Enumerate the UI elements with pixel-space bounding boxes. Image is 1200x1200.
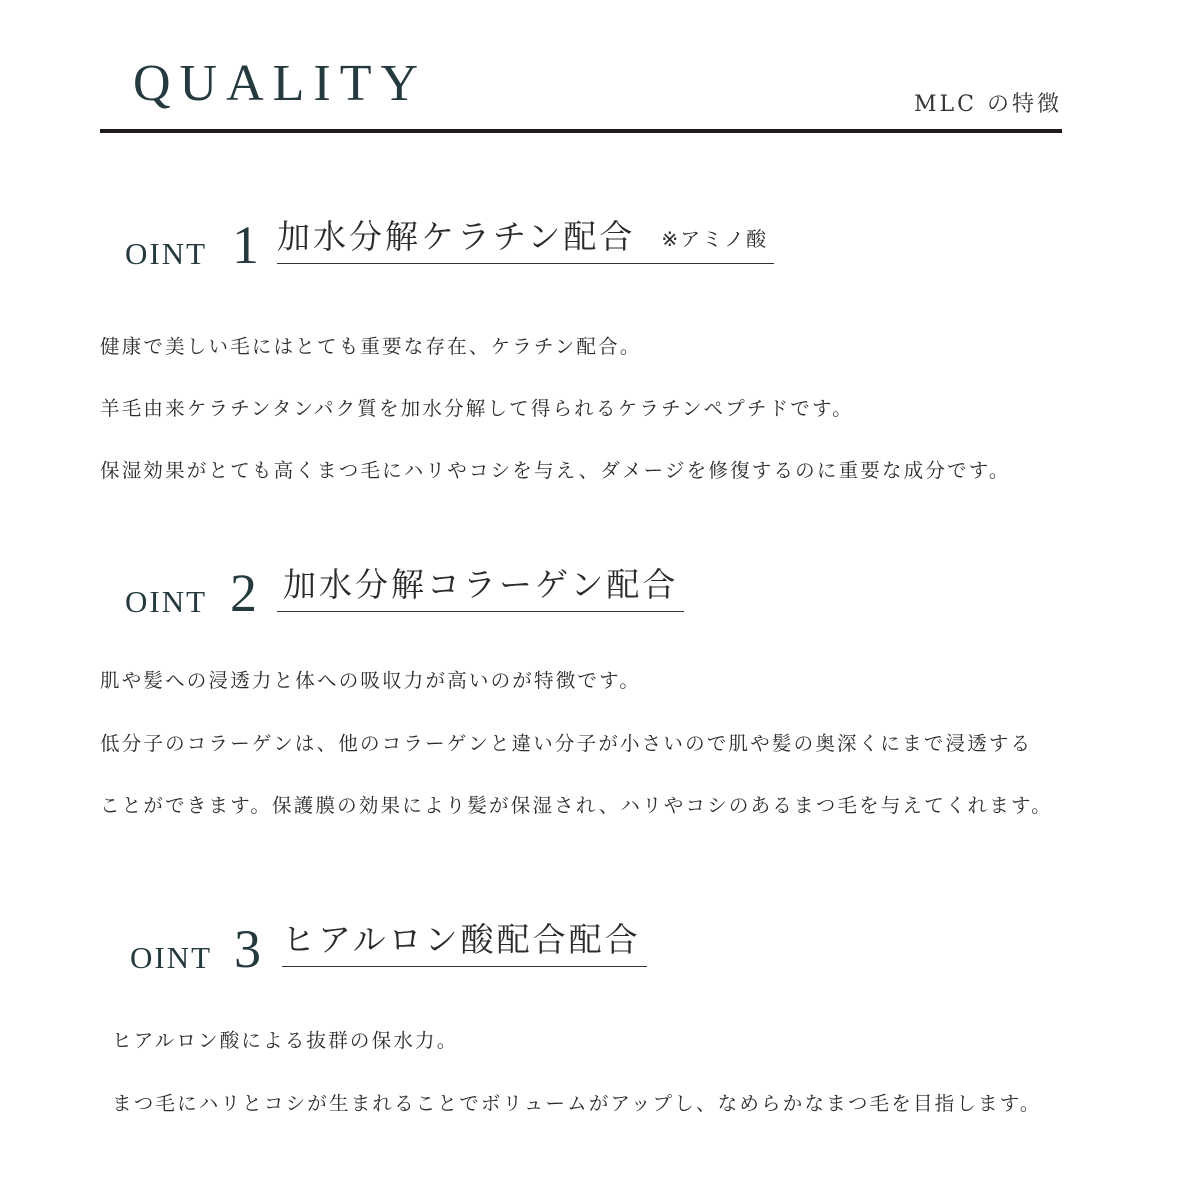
- paragraph-line: 羊毛由来ケラチンタンパク質を加水分解して得られるケラチンペプチドです。: [100, 397, 854, 420]
- header-divider: [100, 129, 1062, 133]
- paragraph-line: ことができます。保護膜の効果により髪が保湿され、ハリやコシのあるまつ毛を与えてくれます。: [100, 794, 1053, 817]
- point-heading: [277, 217, 774, 264]
- paragraph-line: ヒアルロン酸による抜群の保水力。: [112, 1029, 459, 1052]
- paragraph-line: 健康で美しい毛にはとても重要な存在、ケラチン配合。: [100, 335, 642, 358]
- point-heading-text: 加水分解ケラチン配合: [277, 217, 636, 256]
- point-prefix: OINT: [125, 236, 208, 271]
- point-heading-text: ヒアルロン酸配合配合: [282, 920, 641, 959]
- paragraph-line: 肌や髪への浸透力と体への吸収力が高いのが特徴です。: [100, 669, 641, 692]
- point-prefix: OINT: [125, 584, 208, 619]
- page-subtitle: MLC の特徴: [914, 92, 1062, 117]
- point-number: 1: [232, 215, 259, 275]
- paragraph-line: 保湿効果がとても高くまつ毛にハリやコシを与え、ダメージを修復するのに重要な成分です。: [100, 459, 1011, 482]
- point-heading: [282, 920, 647, 967]
- page-title: QUALITY: [133, 55, 428, 112]
- paragraph-line: まつ毛にハリとコシが生まれることでボリュームがアップし、なめらかなまつ毛を目指します。: [112, 1092, 1042, 1115]
- point-number: 2: [230, 563, 257, 623]
- point-number: 3: [234, 919, 261, 979]
- point-prefix: OINT: [130, 940, 213, 975]
- point-heading: [277, 565, 684, 612]
- point-heading-note: ※アミノ酸: [661, 227, 769, 251]
- point-heading-text: 加水分解コラーゲン配合: [283, 565, 679, 604]
- paragraph-line: 低分子のコラーゲンは、他のコラーゲンと違い分子が小さいので肌や髪の奥深くにまで浸透する: [100, 732, 1033, 755]
